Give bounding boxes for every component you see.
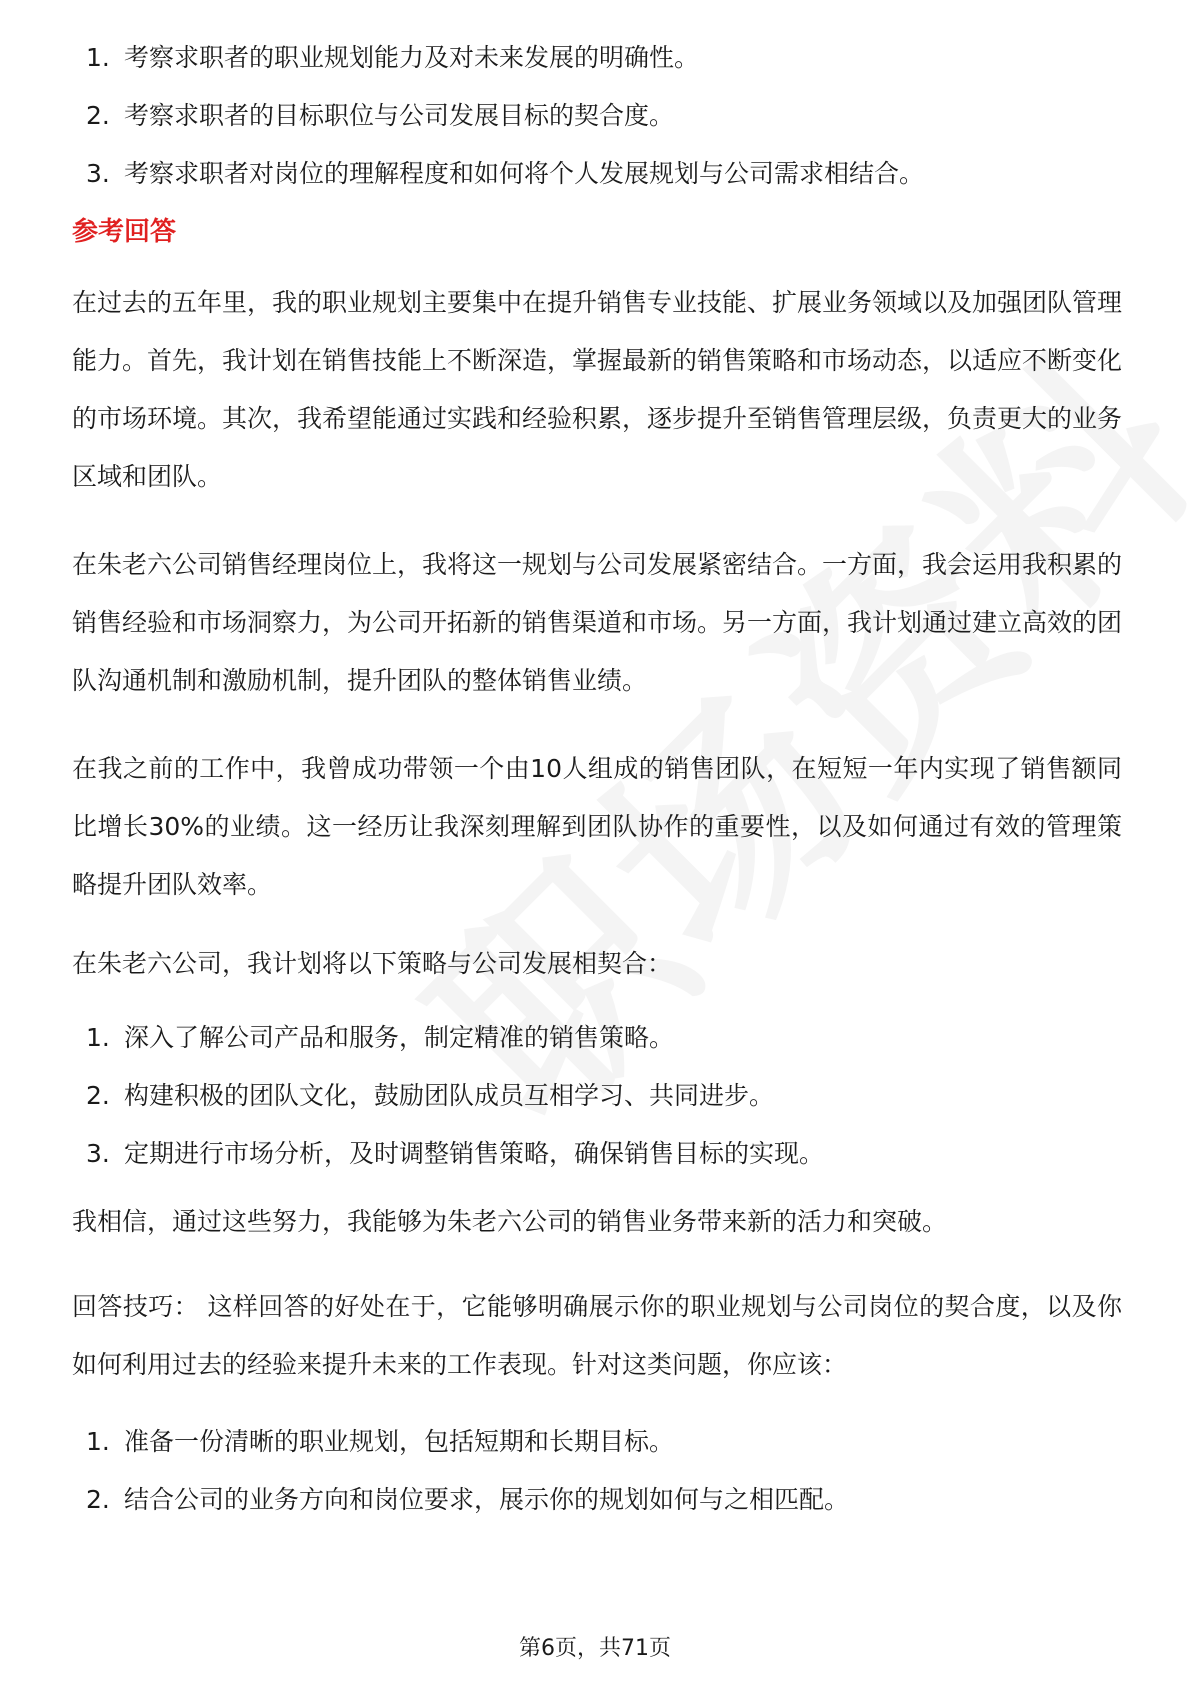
- tips-list: [72, 1424, 1122, 1518]
- list-number: 2.: [86, 1081, 110, 1110]
- strategy-list: [72, 1020, 1122, 1172]
- list-item: [72, 1078, 1122, 1114]
- list-number: 1.: [86, 1427, 110, 1456]
- list-text: 考察求职者对岗位的理解程度和如何将个人发展规划与公司需求相结合。: [124, 159, 925, 188]
- paragraph-company-fit: 在朱老六公司销售经理岗位上，我将这一规划与公司发展紧密结合。一方面，我会运用我积累的销售经验和市场洞察力，为公司开拓新的销售渠道和市场。另一方面，我计划通过建立高效的团队沟通机制和激励机制，提升团队的整体销售业绩。: [72, 550, 1123, 695]
- list-number: 3.: [86, 159, 110, 188]
- paragraph-strategy-intro: 在朱老六公司，我计划将以下策略与公司发展相契合：: [72, 949, 673, 978]
- list-text: 定期进行市场分析，及时调整销售策略，确保销售目标的实现。: [124, 1139, 825, 1168]
- list-number: 3.: [86, 1139, 110, 1168]
- evaluation-points-list: [72, 40, 1122, 192]
- list-number: 1.: [86, 1023, 110, 1052]
- paragraph-career-plan: 在过去的五年里，我的职业规划主要集中在提升销售专业技能、扩展业务领域以及加强团队管理能力。首先，我计划在销售技能上不断深造，掌握最新的销售策略和市场动态，以适应不断变化的市场环境。其次，我希望能通过实践和经验积累，逐步提升至销售管理层级，负责更大的业务区域和团队。: [72, 288, 1123, 491]
- paragraph-past-experience: 在我之前的工作中，我曾成功带领一个由10人组成的销售团队，在短短一年内实现了销售额同比增长30%的业绩。这一经历让我深刻理解到团队协作的重要性，以及如何通过有效的管理策略提升团队效率。: [72, 754, 1122, 899]
- list-text: 结合公司的业务方向和岗位要求，展示你的规划如何与之相匹配。: [124, 1485, 850, 1514]
- list-item: [72, 40, 1122, 76]
- list-item: [72, 1424, 1122, 1460]
- list-item: [72, 1020, 1122, 1056]
- list-item: [72, 98, 1122, 134]
- list-text: 考察求职者的职业规划能力及对未来发展的明确性。: [124, 43, 700, 72]
- list-number: 2.: [86, 1485, 110, 1514]
- list-text: 考察求职者的目标职位与公司发展目标的契合度。: [124, 101, 675, 130]
- list-item: [72, 1482, 1122, 1518]
- reference-answer-heading: 参考回答: [72, 217, 177, 247]
- document-content: [72, 40, 1122, 1540]
- page-number-footer: 第6页，共71页: [519, 1636, 671, 1661]
- list-item: [72, 156, 1122, 192]
- list-text: 构建积极的团队文化，鼓励团队成员互相学习、共同进步。: [124, 1081, 775, 1110]
- paragraph-conclusion: 我相信，通过这些努力，我能够为朱老六公司的销售业务带来新的活力和突破。: [72, 1207, 948, 1236]
- paragraph-answer-tips: 回答技巧： 这样回答的好处在于，它能够明确展示你的职业规划与公司岗位的契合度，以及你如何利用过去的经验来提升未来的工作表现。针对这类问题，你应该：: [72, 1292, 1122, 1379]
- list-number: 1.: [86, 43, 110, 72]
- list-text: 深入了解公司产品和服务，制定精准的销售策略。: [124, 1023, 675, 1052]
- list-number: 2.: [86, 101, 110, 130]
- list-item: [72, 1136, 1122, 1172]
- list-text: 准备一份清晰的职业规划，包括短期和长期目标。: [124, 1427, 675, 1456]
